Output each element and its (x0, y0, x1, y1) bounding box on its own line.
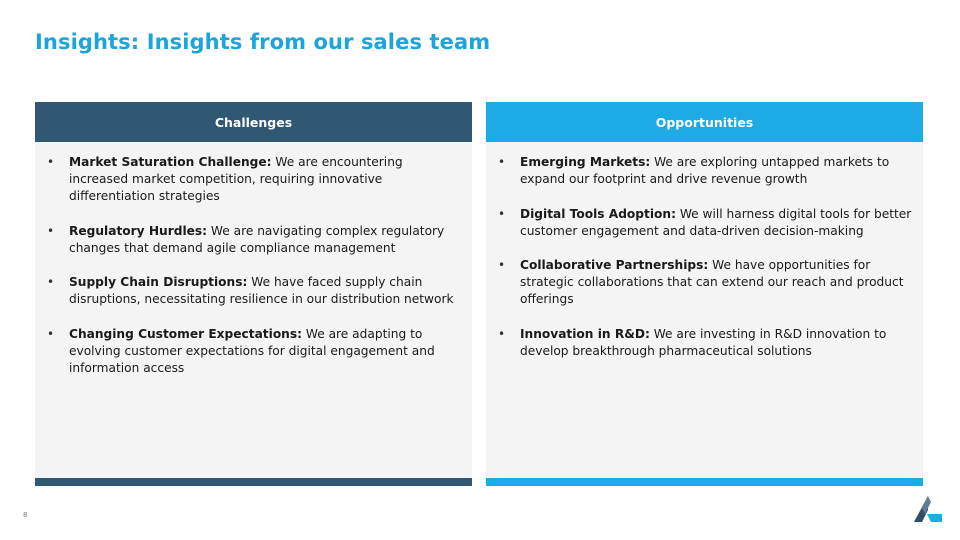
opportunities-header: Opportunities (486, 102, 923, 142)
bullet-icon: • (47, 223, 55, 238)
list-item (45, 223, 462, 257)
item-heading: Market Saturation Challenge: (69, 155, 272, 169)
bullet-icon: • (47, 155, 55, 169)
bullet-icon: • (498, 326, 506, 341)
item-heading: Digital Tools Adoption: (520, 206, 676, 221)
challenges-list (35, 142, 472, 377)
bullet-icon: • (498, 206, 506, 221)
opportunities-footer-bar (486, 478, 923, 486)
list-item (496, 257, 913, 308)
opportunities-list (486, 142, 923, 360)
item-heading: Collaborative Partnerships: (520, 258, 709, 272)
bullet-icon: • (47, 326, 55, 341)
item-text: We will harness digital tools for better customer engagement and data-driven decision-making (520, 206, 912, 238)
list-item (496, 206, 913, 240)
list-item (496, 154, 913, 188)
page-number: 8 (23, 511, 28, 519)
item-heading: Regulatory Hurdles: (69, 223, 208, 238)
list-item (45, 154, 462, 205)
slide-title: Insights: Insights from our sales team (35, 30, 491, 54)
list-item (45, 274, 462, 308)
item-text: We have faced supply chain disruptions, necessitating resilience in our distribution network (69, 275, 454, 306)
opportunities-panel (486, 102, 923, 486)
company-logo-icon (913, 495, 943, 523)
list-item (45, 326, 462, 377)
item-heading: Changing Customer Expectations: (69, 326, 302, 341)
list-item (496, 326, 913, 360)
challenges-footer-bar (35, 478, 472, 486)
bullet-icon: • (47, 275, 55, 289)
item-text: We are encountering increased market competition, requiring innovative differentiation strategies (69, 155, 403, 203)
item-heading: Supply Chain Disruptions: (69, 275, 248, 289)
item-heading: Innovation in R&D: (520, 326, 650, 341)
item-text: We are navigating complex regulatory changes that demand agile compliance management (69, 223, 445, 255)
challenges-header: Challenges (35, 102, 472, 142)
bullet-icon: • (498, 155, 506, 169)
bullet-icon: • (498, 258, 506, 272)
item-heading: Emerging Markets: (520, 155, 651, 169)
item-text: We are exploring untapped markets to expand our footprint and drive revenue growth (520, 155, 890, 186)
item-text: We are adapting to evolving customer expectations for digital engagement and information access (69, 326, 435, 375)
challenges-panel (35, 102, 472, 486)
item-text: We have opportunities for strategic collaborations that can extend our reach and product offerings (520, 258, 904, 306)
item-text: We are investing in R&D innovation to develop breakthrough pharmaceutical solutions (520, 326, 887, 358)
